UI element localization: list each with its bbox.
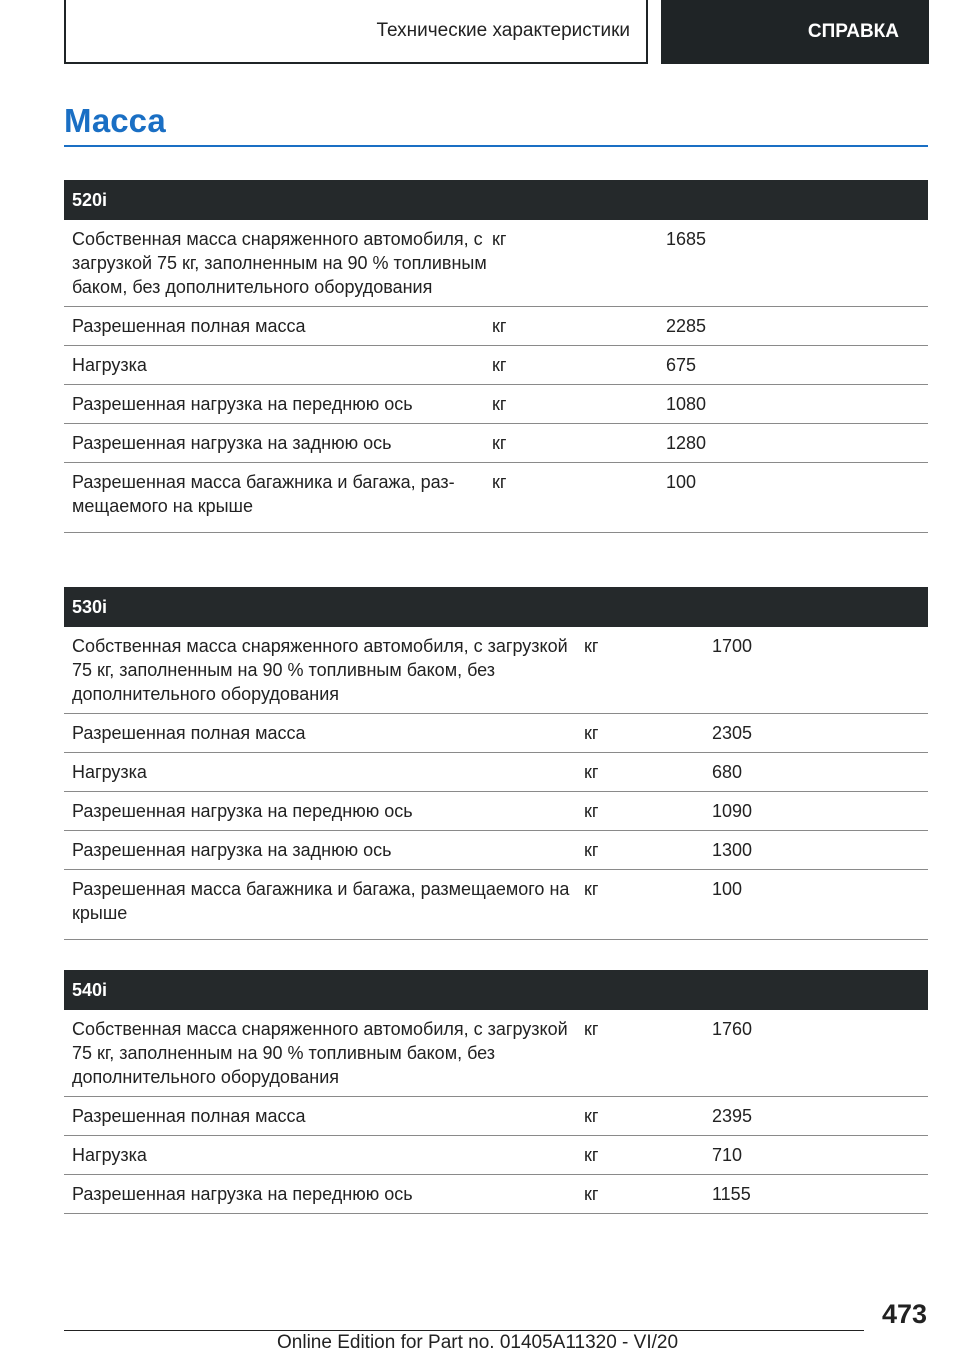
row-value: 1685 (666, 220, 928, 307)
table-model-header: 520i (64, 180, 928, 220)
row-unit: кг (584, 831, 712, 870)
table-model-header: 530i (64, 587, 928, 627)
table-row (64, 385, 928, 424)
row-value: 1080 (666, 385, 928, 424)
row-label: Нагрузка (64, 1136, 584, 1175)
table-row (64, 1175, 928, 1214)
row-unit: кг (584, 1136, 712, 1175)
footer-divider (64, 1330, 864, 1331)
row-label: Разрешенная полная масса (64, 714, 584, 753)
row-unit: кг (584, 1097, 712, 1136)
row-label: Собственная масса снаряженного автомобиля, с загрузкой 75 кг, заполненным на 90 % топливным баком, без дополнительного оборудования (64, 220, 492, 307)
table-row (64, 307, 928, 346)
row-unit: кг (492, 463, 666, 533)
row-label: Разрешенная нагрузка на переднюю ось (64, 385, 492, 424)
row-unit: кг (584, 792, 712, 831)
row-label: Собственная масса снаряженного автомобиля, с загрузкой 75 кг, заполненным на 90 % топливным баком, без дополнительного оборудования (64, 1010, 584, 1097)
row-value: 2285 (666, 307, 928, 346)
page-title: Масса (64, 102, 166, 139)
row-label: Разрешенная полная масса (64, 307, 492, 346)
row-value: 1280 (666, 424, 928, 463)
row-label: Нагрузка (64, 753, 584, 792)
row-label: Разрешенная нагрузка на переднюю ось (64, 1175, 584, 1214)
row-label: Собственная масса снаряженного автомобиля, с загрузкой 75 кг, заполненным на 90 % топливным баком, без дополнительного оборудования (64, 627, 584, 714)
row-value: 680 (712, 753, 928, 792)
row-unit: кг (584, 1175, 712, 1214)
header-chapter-tab[interactable]: СПРАВКА (661, 0, 929, 64)
footer-edition-note: Online Edition for Part no. 01405A11320 - VI/20 (277, 1332, 679, 1353)
row-unit: кг (584, 714, 712, 753)
table-row (64, 753, 928, 792)
row-value: 2305 (712, 714, 928, 753)
mass-table-540i (64, 970, 928, 1214)
row-unit: кг (492, 385, 666, 424)
table-row (64, 346, 928, 385)
table-row (64, 220, 928, 307)
row-value: 710 (712, 1136, 928, 1175)
table-row (64, 831, 928, 870)
row-label: Разрешенная полная масса (64, 1097, 584, 1136)
row-unit: кг (492, 220, 666, 307)
row-unit: кг (584, 627, 712, 714)
row-label: Разрешенная нагрузка на заднюю ось (64, 831, 584, 870)
row-label: Нагрузка (64, 346, 492, 385)
table-row (64, 627, 928, 714)
table-model-header: 540i (64, 970, 928, 1010)
page-number: 473 (881, 1299, 927, 1329)
row-value: 1155 (712, 1175, 928, 1214)
row-value: 1090 (712, 792, 928, 831)
table-row (64, 463, 928, 533)
row-value: 1300 (712, 831, 928, 870)
table-row (64, 792, 928, 831)
row-label: Разрешенная нагрузка на заднюю ось (64, 424, 492, 463)
row-label: Разрешенная масса багажника и багажа, размещаемого на крыше (64, 870, 584, 940)
table-row (64, 1010, 928, 1097)
row-value: 100 (712, 870, 928, 940)
table-row (64, 424, 928, 463)
row-value: 2395 (712, 1097, 928, 1136)
row-unit: кг (584, 870, 712, 940)
table-row (64, 714, 928, 753)
table-row (64, 1097, 928, 1136)
table-row (64, 1136, 928, 1175)
row-unit: кг (492, 307, 666, 346)
row-unit: кг (492, 424, 666, 463)
mass-table-520i (64, 180, 928, 533)
table-row (64, 870, 928, 940)
header-section-title: Технические характеристики (64, 0, 648, 64)
row-value: 100 (666, 463, 928, 533)
row-unit: кг (492, 346, 666, 385)
row-unit: кг (584, 753, 712, 792)
row-value: 1760 (712, 1010, 928, 1097)
row-label: Разрешенная нагрузка на переднюю ось (64, 792, 584, 831)
row-value: 675 (666, 346, 928, 385)
row-value: 1700 (712, 627, 928, 714)
title-divider (64, 145, 928, 147)
mass-table-530i (64, 587, 928, 940)
row-unit: кг (584, 1010, 712, 1097)
row-label: Разрешенная масса багажника и багажа, размещаемого на крыше (64, 463, 492, 533)
